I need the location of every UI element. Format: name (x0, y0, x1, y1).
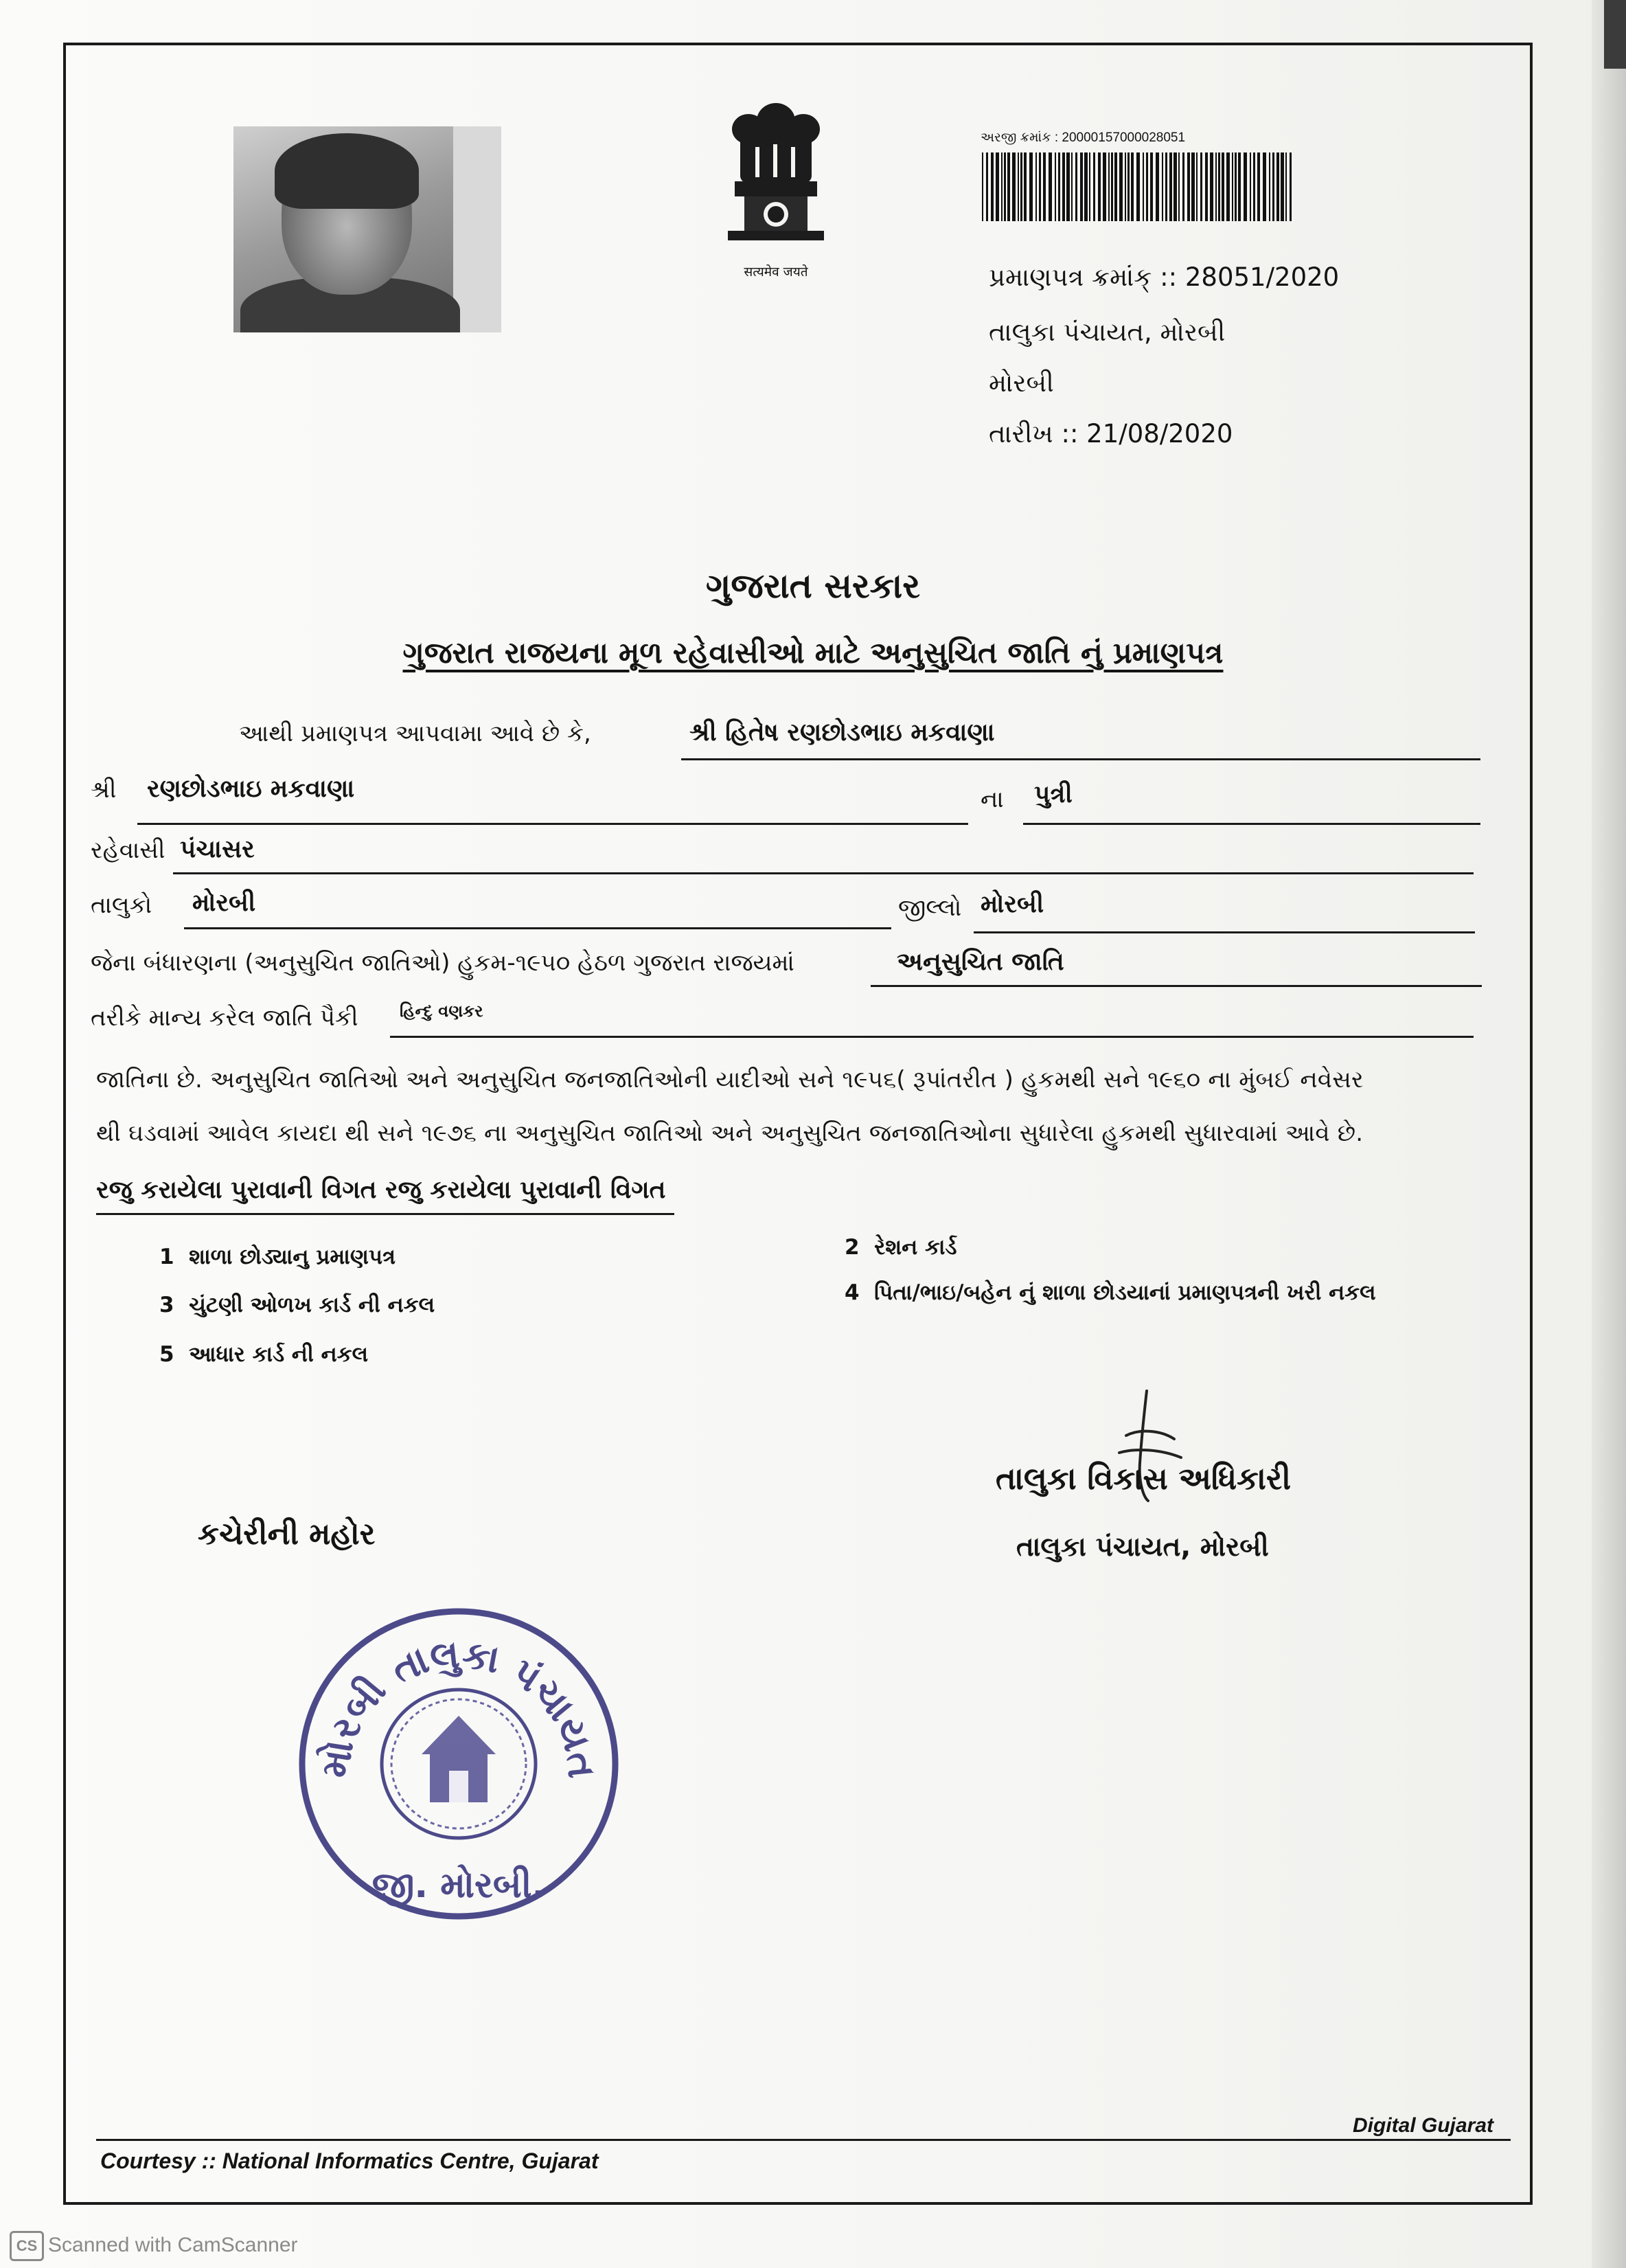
barcode-bar (1020, 152, 1022, 221)
caste-value: હિન્દુ વણકર (400, 1001, 483, 1021)
barcode-bar (1131, 152, 1134, 221)
issue-date: તારીખ :: 21/08/2020 (989, 419, 1233, 449)
evidence-item-number: 1 (159, 1245, 174, 1269)
barcode-bar (1098, 152, 1101, 221)
applicant-photo (233, 126, 501, 332)
barcode-bar (1103, 152, 1106, 221)
barcode-bar (1250, 152, 1251, 221)
officer-office: તાલુકા પંચાયત, મોરબી (1016, 1532, 1269, 1563)
intro-label: આથી પ્રમાણપત્ર આપવામા આવે છે કે, (239, 720, 591, 747)
barcode-bar (982, 152, 983, 221)
national-emblem-icon (714, 93, 838, 265)
barcode-bar (1119, 152, 1123, 221)
barcode-bar (1222, 152, 1224, 221)
residence-line (173, 872, 1474, 874)
barcode-bar (1253, 152, 1255, 221)
barcode-bar (1043, 152, 1046, 221)
barcode-bar (1089, 152, 1090, 221)
page-edge-shadow (1592, 0, 1626, 2268)
evidence-item-4 (845, 1280, 1376, 1306)
taluka-label: તાલુકો (91, 892, 152, 919)
evidence-item-3 (159, 1293, 435, 1318)
barcode-bar (1285, 152, 1287, 221)
digital-gujarat-brand: Digital Gujarat (1353, 2114, 1494, 2137)
residence-label: રહેવાસી (91, 837, 165, 864)
page-edge-dark (1604, 0, 1626, 69)
barcode-bar (1111, 152, 1113, 221)
barcode-bar (1001, 152, 1003, 221)
caste-label: તરીકે માન્ય કરેલ જાતિ પૈકી (91, 1004, 358, 1032)
evidence-item-text: રેશન કાર્ડ (874, 1235, 957, 1260)
barcode-bar (1165, 152, 1167, 221)
issuing-place: મોરબી (989, 368, 1054, 398)
father-name-line (137, 823, 968, 825)
father-name: રણછોડભાઇ મકવાણા (147, 775, 355, 803)
evidence-item-2 (845, 1235, 957, 1260)
evidence-item-number: 3 (159, 1293, 174, 1317)
barcode-bar (1276, 152, 1279, 221)
barcode-bar (1080, 152, 1083, 221)
legal-text-line-2: થી ઘડવામાં આવેલ કાયદા થી સને ૧૯૭૬ ના અનુસુચિત જાતિઓ અને અનુસુચિત જનજાતિઓના સુધારેલા હુકમથી સુધારવામાં આવે છે. (96, 1120, 1364, 1147)
barcode-bar (1215, 152, 1217, 221)
certificate-title (0, 636, 1626, 670)
order-label: જેના બંધારણના (અનુસુચિત જાતિઓ) હુકમ-૧૯૫૦ હેઠળ ગુજરાત રાજયમાં (91, 949, 794, 977)
barcode-bar (1024, 152, 1027, 221)
barcode-bar (1114, 152, 1117, 221)
holder-name: શ્રી હિતેષ રણછોડભાઇ મકવાણા (689, 718, 995, 747)
barcode-bar (1263, 152, 1266, 221)
relation-label: ના (981, 786, 1004, 813)
scanner-watermark: Scanned with CamScanner (48, 2234, 298, 2256)
barcode-bar (1272, 152, 1274, 221)
barcode-bar (1108, 152, 1110, 221)
barcode-bar (996, 152, 999, 221)
barcode-bar (1004, 152, 1006, 221)
district-line (974, 931, 1475, 933)
evidence-item-number: 2 (845, 1235, 860, 1260)
barcode-bar (1169, 152, 1172, 221)
camscanner-icon: CS (10, 2231, 44, 2261)
holder-name-line (681, 758, 1480, 760)
barcode-bar (1066, 152, 1070, 221)
barcode-bar (1210, 152, 1213, 221)
barcode-bar (1055, 152, 1056, 221)
barcode-bar (1200, 152, 1202, 221)
barcode-bar (1156, 152, 1159, 221)
barcode-bar (1235, 152, 1237, 221)
relation-line (1023, 823, 1480, 825)
courtesy-text: Courtesy :: National Informatics Centre, Gujarat (100, 2148, 599, 2173)
barcode-bar (1150, 152, 1153, 221)
caste-line (390, 1036, 1474, 1038)
evidence-heading: રજુ કરાયેલા પુરાવાની વિગત રજુ કરાયેલા પુરાવાની વિગત (96, 1176, 666, 1204)
barcode-bar (1143, 152, 1144, 221)
barcode-bar (1162, 152, 1163, 221)
barcode-bar (1018, 152, 1019, 221)
barcode-bar (1281, 152, 1284, 221)
barcode-bar (1058, 152, 1060, 221)
seal-bottom-text: જી. મોરબી. (371, 1865, 546, 1906)
barcode-bar (1007, 152, 1010, 221)
certificate-number: પ્રમાણપત્ર ક્રમાંક્ :: 28051/2020 (989, 262, 1340, 292)
barcode-bar (1049, 152, 1052, 221)
barcode-bar (1035, 152, 1037, 221)
residence-value: પંચાસર (180, 835, 255, 863)
government-title: ગુજરાત સરકાર (705, 566, 921, 606)
barcode-bar (1205, 152, 1208, 221)
evidence-item-text: ચુંટણી ઓળખ કાર્ડ ની નકલ (189, 1293, 435, 1317)
barcode-bar (1084, 152, 1088, 221)
district-label: જીલ્લો (898, 894, 962, 922)
father-prefix: શ્રી (91, 776, 117, 804)
barcode-bar (1071, 152, 1073, 221)
barcode (981, 152, 1296, 221)
barcode-bar (1029, 152, 1033, 221)
evidence-heading-underline (96, 1213, 674, 1215)
order-value: અનુસુચિત જાતિ (897, 948, 1064, 976)
evidence-item-text: શાળા છોડ્યાનુ પ્રમાણપત્ર (189, 1245, 396, 1269)
barcode-bar (1187, 152, 1190, 221)
barcode-bar (1257, 152, 1260, 221)
barcode-bar (1125, 152, 1126, 221)
barcode-bar (1196, 152, 1198, 221)
barcode-bar (1290, 152, 1292, 221)
relation-value: પુત્રી (1034, 780, 1073, 808)
barcode-bar (1238, 152, 1241, 221)
barcode-bar (1218, 152, 1220, 221)
barcode-bar (1182, 152, 1184, 221)
seal-ring-text: મોરબી તાલુકા પંચાયત (312, 1631, 604, 1781)
barcode-bar (991, 152, 994, 221)
barcode-bar (1269, 152, 1270, 221)
barcode-bar (1136, 152, 1140, 221)
application-number: અરજી ક્રમાંક : 20000157000028051 (981, 131, 1186, 145)
barcode-bar (1062, 152, 1065, 221)
issuing-office: તાલુકા પંચાયત, મોરબી (989, 317, 1226, 347)
barcode-bar (1244, 152, 1247, 221)
office-seal-label: કચેરીની મહોર (198, 1517, 376, 1552)
evidence-item-text: આધાર કાર્ડ ની નકલ (189, 1342, 369, 1367)
evidence-item-5 (159, 1342, 368, 1368)
legal-text-line-1: જાતિના છે. અનુસુચિત જાતિઓ અને અનુસુચિત જનજાતિઓની યાદીઓ સને ૧૯૫૬( રૂપાંતરીત ) હુકમથી સને ૧૯૬૦ ના મુંબઈ નવેસર (96, 1066, 1364, 1093)
order-line (871, 985, 1482, 987)
taluka-line (184, 927, 891, 929)
barcode-bar (1146, 152, 1148, 221)
barcode-bar (1232, 152, 1233, 221)
officer-title: તાલુકા વિકાસ અધિકારી (996, 1460, 1292, 1497)
barcode-bar (1173, 152, 1177, 221)
barcode-bar (1093, 152, 1095, 221)
emblem-motto: सत्यमेव जयते (744, 264, 808, 280)
certificate-title-text: ગુજરાત રાજયના મૂળ રહેવાસીઓ માટે અનુસુચિત જાતિ નું પ્રમાણપત્ર (402, 636, 1224, 670)
barcode-bar (1191, 152, 1195, 221)
evidence-item-number: 5 (159, 1342, 174, 1367)
district-value: મોરબી (981, 890, 1044, 918)
taluka-value: મોરબી (192, 889, 256, 917)
barcode-bar (1039, 152, 1041, 221)
office-seal (287, 1599, 630, 1929)
barcode-bar (986, 152, 988, 221)
barcode-bar (1178, 152, 1180, 221)
barcode-bar (1226, 152, 1230, 221)
barcode-bar (1075, 152, 1077, 221)
evidence-item-1 (159, 1245, 396, 1270)
barcode-bar (1012, 152, 1016, 221)
evidence-item-text: પિતા/ભાઇ/બહેન નું શાળા છોડયાનાં પ્રમાણપત્રની ખરી નકલ (874, 1280, 1376, 1305)
footer-rule (96, 2139, 1511, 2141)
barcode-bar (1127, 152, 1130, 221)
evidence-item-number: 4 (845, 1280, 860, 1305)
